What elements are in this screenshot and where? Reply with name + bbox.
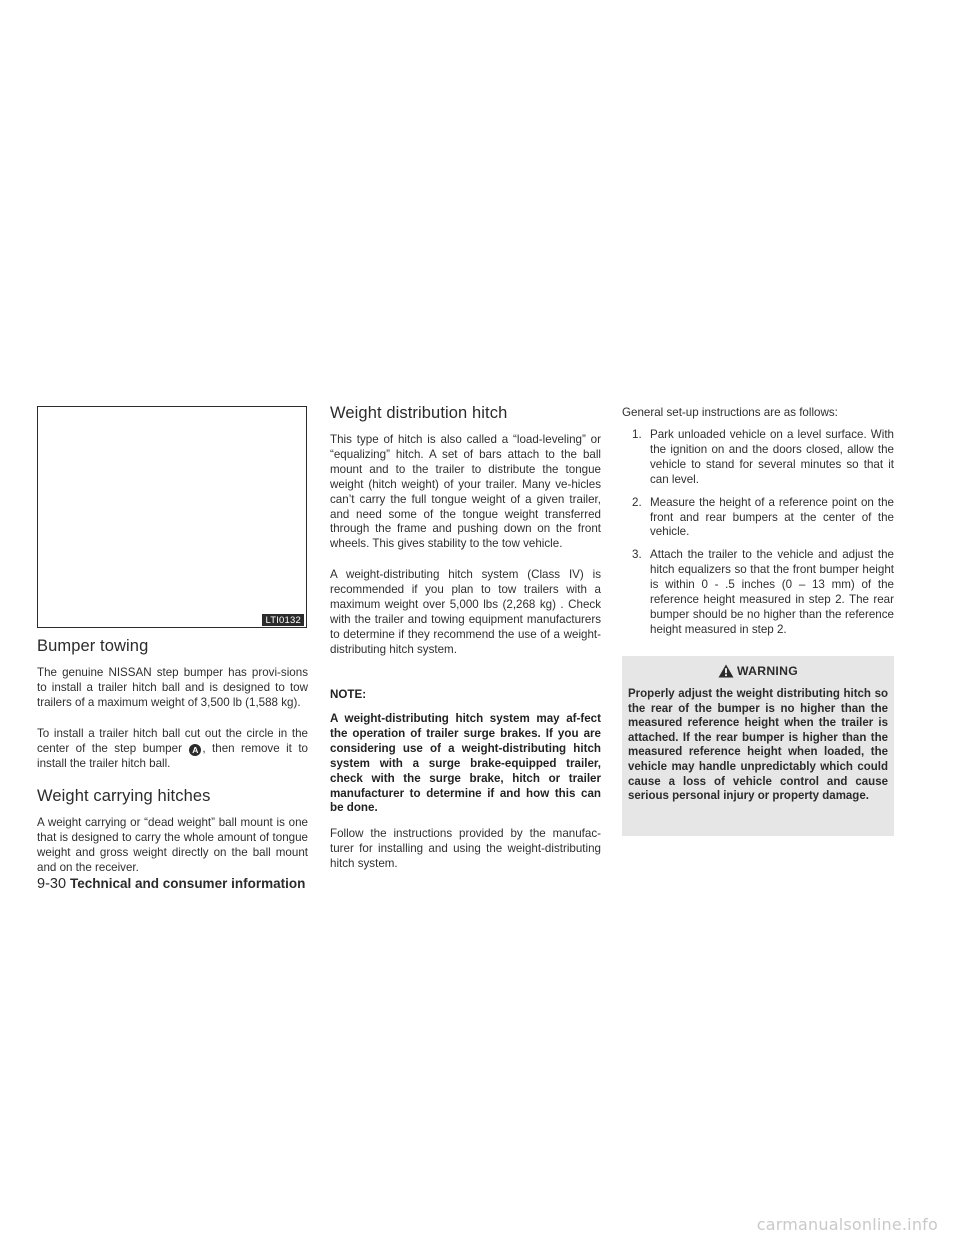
- step-text: Measure the height of a reference point on the front and rear bumpers at the center of the vehicle.: [650, 495, 894, 539]
- section-title: Technical and consumer information: [70, 876, 306, 891]
- step-number: 1.: [632, 428, 642, 441]
- page-footer: [37, 876, 305, 892]
- warning-text: Properly adjust the weight distributing hitch so the rear of the bumper is no higher than the measured reference height when the trailer is attached. If the rear bumper is higher than the measured reference height when loaded, the vehicle may handle unpredictably which could cause a loss of vehicle control and cause serious personal injury or property damage.: [628, 688, 888, 803]
- setup-intro: General set-up instructions are as follows:: [622, 406, 838, 419]
- note-label: NOTE:: [330, 688, 367, 701]
- note-text: A weight-distributing hitch system may af-fect the operation of trailer surge brakes. If you are considering use of a weight-distributing hitch system with a surge brake-equipped trailer, check with the surge brake, hitch or trailer manufacturer to determine if and how this can be done.: [330, 712, 601, 815]
- warning-triangle-icon: [718, 664, 734, 678]
- warning-header: [622, 664, 894, 678]
- install-text-b: , then remove it to install the trailer hitch ball.: [37, 741, 308, 770]
- step-number: 3.: [632, 548, 642, 562]
- heading-weight-carrying-hitches: Weight carrying hitches: [37, 787, 211, 805]
- step-text: Attach the trailer to the vehicle and adjust the hitch equalizers so that the front bumper height is within 0 - .5 inches (0 – 13 mm) of the reference height measured in step 2. The rear bumper should be no higher than the reference height measured in step 2.: [650, 548, 894, 636]
- watermark: carmanualsonline.info: [756, 1215, 938, 1234]
- setup-steps-list: [622, 428, 894, 646]
- paragraph-install-hitch-ball: [37, 727, 308, 772]
- paragraph-bumper-towing: The genuine NISSAN step bumper has provi-sions to install a trailer hitch ball and is designed to tow trailers of a maximum weight of 3,500 lb (1,588 kg).: [37, 666, 308, 709]
- setup-step: [622, 496, 894, 541]
- install-text-a: To install a trailer hitch ball cut out the circle in the center of the step bumper: [37, 727, 308, 755]
- step-text: Park unloaded vehicle on a level surface. With the ignition on and the doors closed, allow the vehicle to stand for several minutes so that it can level.: [650, 428, 894, 486]
- figure-label: LTI0132: [262, 614, 304, 626]
- paragraph-weight-carrying: A weight carrying or “dead weight” ball mount is one that is designed to carry the whole amount of tongue weight and gross weight directly on the ball mount and on the receiver.: [37, 816, 308, 874]
- warning-box: [622, 656, 894, 836]
- warning-title: WARNING: [736, 664, 798, 678]
- paragraph-load-leveling: This type of hitch is also called a “load-leveling” or “equalizing” hitch. A set of bars attach to the ball mount and to the trailer to distribute the tongue weight (hitch weight) of your trailer. Many ve-hicles can’t carry the full tongue weight of a given trailer, and need some of the tongue weight transferred through the frame and pushing down on the front wheels. This gives stability to the tow vehicle.: [330, 433, 601, 551]
- setup-step: [622, 548, 894, 637]
- paragraph-follow-instructions: Follow the instructions provided by the manufac-turer for installing and using the weight-distributing hitch system.: [330, 827, 601, 870]
- heading-weight-distribution-hitch: Weight distribution hitch: [330, 404, 508, 422]
- heading-bumper-towing: Bumper towing: [37, 637, 149, 655]
- page-number: 9-30: [37, 876, 67, 892]
- paragraph-class-iv: A weight-distributing hitch system (Class IV) is recommended if you plan to tow trailers with a maximum weight over 5,000 lbs (2,268 kg) . Check with the trailer and towing equipment manufacturers to determine if they recommend the use of a weight-distributing hitch system.: [330, 568, 601, 656]
- step-number: 2.: [632, 495, 642, 509]
- illustration-figure: [37, 406, 307, 628]
- callout-a-icon: A: [189, 744, 201, 756]
- setup-step: [622, 428, 894, 488]
